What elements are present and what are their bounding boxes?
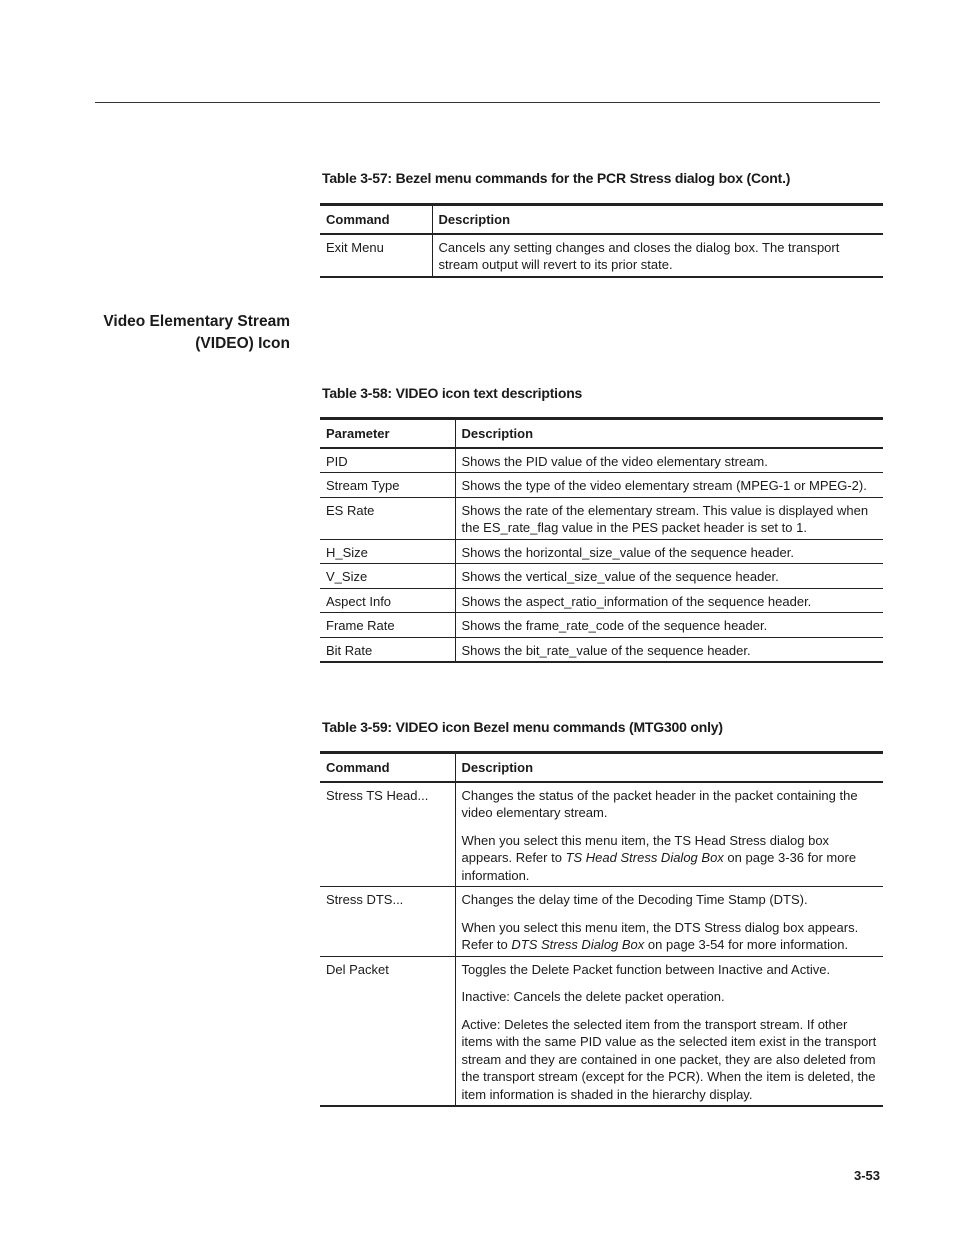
column-header-description: Description [455, 753, 883, 782]
description-cell: Cancels any setting changes and closes the dialog box. The transport stream output will revert to its prior state. [432, 234, 883, 277]
description-text: When you select this menu item, the DTS Stress dialog box appears. Refer to [461, 919, 859, 952]
description-paragraph: Inactive: Cancels the delete packet operation. [461, 989, 725, 1004]
header-rule [95, 102, 880, 103]
table-59 [320, 751, 883, 1107]
command-cell: Exit Menu [320, 234, 432, 277]
column-header-description: Description [432, 205, 883, 234]
parameter-cell: PID [320, 448, 455, 473]
column-header-description: Description [455, 419, 883, 448]
description-text: When you select this menu item, the TS Head Stress dialog box appears. Refer to [461, 832, 830, 865]
description-paragraph [462, 832, 878, 885]
parameter-cell: V_Size [320, 564, 455, 589]
description-cell: Shows the frame_rate_code of the sequence header. [455, 613, 883, 638]
description-cell [455, 887, 883, 957]
description-cell: Shows the rate of the elementary stream. This value is displayed when the ES_rate_flag value in the PES packet header is set to 1. [455, 497, 883, 539]
table-row [320, 473, 883, 498]
description-text: on page 3-54 for more information. [644, 937, 849, 952]
description-cell: Shows the aspect_ratio_information of the sequence header. [455, 588, 883, 613]
description-paragraph: Changes the delay time of the Decoding Time Stamp (DTS). [461, 892, 808, 907]
description-paragraph: Active: Deletes the selected item from the transport stream. If other items with the same PID value as the selected item exist in the transport stream and they are contained in one packet, they are also deleted from the transport stream (except for the PCR). When the item is deleted, the item information is shaded in the hierarchy display. [461, 1016, 877, 1102]
description-cell: Shows the horizontal_size_value of the sequence header. [455, 539, 883, 564]
table-58 [320, 417, 883, 663]
description-cell [455, 956, 883, 1106]
table-row [320, 782, 883, 887]
description-paragraph [462, 919, 878, 954]
section-heading [60, 311, 290, 355]
description-cell: Shows the type of the video elementary stream (MPEG-1 or MPEG-2). [455, 473, 883, 498]
table-row [320, 539, 883, 564]
section-heading-line-2: (VIDEO) Icon [195, 335, 290, 352]
parameter-cell: ES Rate [320, 497, 455, 539]
description-cell: Shows the vertical_size_value of the sequence header. [455, 564, 883, 589]
parameter-cell: Aspect Info [320, 588, 455, 613]
description-cell [455, 782, 883, 887]
description-text: on page 3-36 for more information. [461, 850, 857, 883]
column-header-command: Command [320, 205, 432, 234]
table-row [320, 497, 883, 539]
table-row [320, 588, 883, 613]
table-row [320, 613, 883, 638]
table-row [320, 637, 883, 662]
description-paragraph: Toggles the Delete Packet function between Inactive and Active. [461, 961, 831, 977]
description-cell: Shows the PID value of the video elementary stream. [455, 448, 883, 473]
parameter-cell: H_Size [320, 539, 455, 564]
column-header-parameter: Parameter [320, 419, 455, 448]
table-57-caption: Table 3-57: Bezel menu commands for the PCR Stress dialog box (Cont.) [322, 170, 791, 186]
table-59-caption: Table 3-59: VIDEO icon Bezel menu commands (MTG300 only) [322, 719, 723, 735]
description-paragraph: Changes the status of the packet header in the packet containing the video elementary stream. [461, 787, 858, 820]
cross-reference-link[interactable]: TS Head Stress Dialog Box [565, 850, 724, 865]
parameter-cell: Frame Rate [320, 613, 455, 638]
cross-reference-link[interactable]: DTS Stress Dialog Box [511, 937, 645, 952]
table-58-caption: Table 3-58: VIDEO icon text descriptions [322, 385, 583, 401]
parameter-cell: Bit Rate [320, 637, 455, 662]
column-header-command: Command [320, 753, 455, 782]
command-cell: Del Packet [320, 956, 455, 1106]
parameter-cell: Stream Type [320, 473, 455, 498]
page-number: 3-53 [853, 1168, 880, 1183]
table-row [320, 887, 883, 957]
command-cell: Stress DTS... [320, 887, 455, 957]
table-row [320, 564, 883, 589]
table-row [320, 234, 883, 277]
description-cell: Shows the bit_rate_value of the sequence header. [455, 637, 883, 662]
table-57 [320, 203, 883, 278]
section-heading-line-1: Video Elementary Stream [103, 313, 290, 330]
command-cell: Stress TS Head... [320, 782, 455, 887]
table-row [320, 448, 883, 473]
table-row [320, 956, 883, 1106]
